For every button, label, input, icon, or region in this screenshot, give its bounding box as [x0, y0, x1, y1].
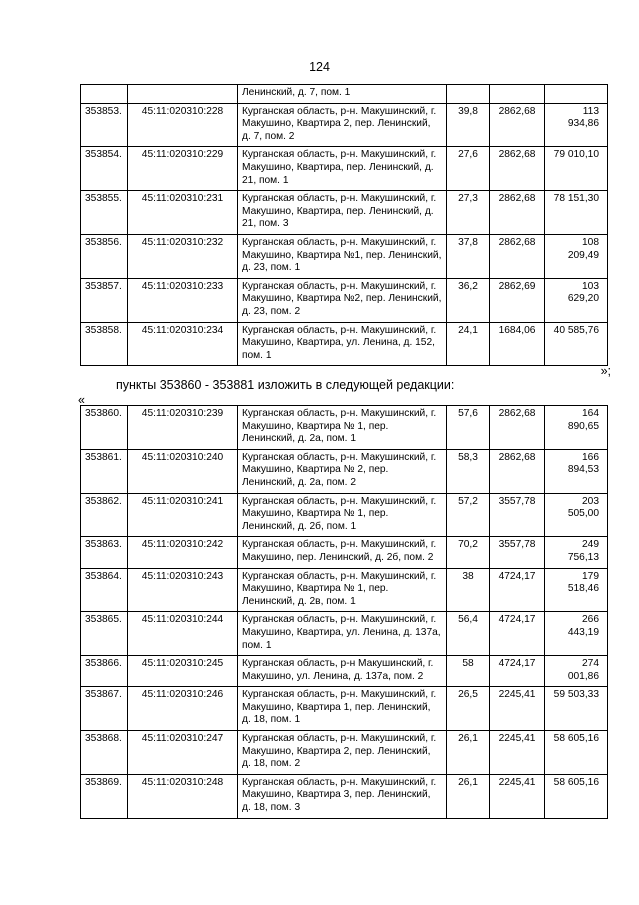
area: 57,2: [447, 493, 490, 537]
cadastral-number: 45:11:020310:231: [128, 191, 238, 235]
price: 2862,68: [490, 234, 545, 278]
area: 38: [447, 568, 490, 612]
address: Курганская область, р-н. Макушинский, г. Макушино, Квартира № 1, пер. Ленинский, д. 2а, пом. 1: [238, 406, 447, 450]
value: 164 890,65: [545, 406, 608, 450]
cadastral-number: 45:11:020310:242: [128, 537, 238, 568]
property-table-amended: [80, 405, 608, 819]
row-number: 353866.: [81, 656, 128, 687]
address: Курганская область, р-н. Макушинский, г. Макушино, Квартира № 1, пер. Ленинский, д. 2в, пом. 1: [238, 568, 447, 612]
address: Курганская область, р-н. Макушинский, г. Макушино, Квартира № 2, пер. Ленинский, д. 2а, пом. 2: [238, 449, 447, 493]
cadastral-number: 45:11:020310:248: [128, 774, 238, 818]
opening-quote-mark: «: [78, 393, 85, 407]
cadastral-number: 45:11:020310:240: [128, 449, 238, 493]
value: 58 605,16: [545, 774, 608, 818]
price: 2245,41: [490, 731, 545, 775]
row-number: 353865.: [81, 612, 128, 656]
price: 2862,68: [490, 191, 545, 235]
cadastral-number: 45:11:020310:229: [128, 147, 238, 191]
area: 57,6: [447, 406, 490, 450]
cadastral-number: [128, 85, 238, 104]
cadastral-number: 45:11:020310:233: [128, 278, 238, 322]
address: Курганская область, р-н. Макушинский, г. Макушино, Квартира № 1, пер. Ленинский, д. 2б, пом. 1: [238, 493, 447, 537]
value: 40 585,76: [545, 322, 608, 366]
area: 26,5: [447, 687, 490, 731]
cadastral-number: 45:11:020310:234: [128, 322, 238, 366]
price: 3557,78: [490, 537, 545, 568]
price: 2862,68: [490, 147, 545, 191]
table-row: [81, 568, 608, 612]
table-row: [81, 656, 608, 687]
closing-quote-mark: »;: [600, 364, 611, 378]
value: 249 756,13: [545, 537, 608, 568]
price: 3557,78: [490, 493, 545, 537]
row-number: [81, 85, 128, 104]
address: Курганская область, р-н. Макушинский, г. Макушино, Квартира №2, пер. Ленинский, д. 23, пом. 2: [238, 278, 447, 322]
address: Курганская область, р-н. Макушинский, г. Макушино, Квартира, пер. Ленинский, д. 21, пом. 3: [238, 191, 447, 235]
table-row: [81, 85, 608, 104]
price: 2862,69: [490, 278, 545, 322]
address: Курганская область, р-н Макушинский, г. Макушино, ул. Ленина, д. 137а, пом. 2: [238, 656, 447, 687]
row-number: 353863.: [81, 537, 128, 568]
price: [490, 85, 545, 104]
area: 27,6: [447, 147, 490, 191]
property-table-continued: [80, 84, 608, 366]
row-number: 353854.: [81, 147, 128, 191]
value: 203 505,00: [545, 493, 608, 537]
table-row: [81, 449, 608, 493]
row-number: 353864.: [81, 568, 128, 612]
page-number: 124: [309, 60, 330, 74]
area: 37,8: [447, 234, 490, 278]
value: 113 934,86: [545, 103, 608, 147]
row-number: 353858.: [81, 322, 128, 366]
price: 2862,68: [490, 103, 545, 147]
value: 108 209,49: [545, 234, 608, 278]
address: Курганская область, р-н. Макушинский, г. Макушино, Квартира 2, пер. Ленинский, д. 7, пом. 2: [238, 103, 447, 147]
cadastral-number: 45:11:020310:243: [128, 568, 238, 612]
value: 78 151,30: [545, 191, 608, 235]
table-row: [81, 731, 608, 775]
row-number: 353869.: [81, 774, 128, 818]
price: 2245,41: [490, 687, 545, 731]
value: 166 894,53: [545, 449, 608, 493]
price: 2862,68: [490, 449, 545, 493]
table-row: [81, 234, 608, 278]
price: 2245,41: [490, 774, 545, 818]
price: 2862,68: [490, 406, 545, 450]
area: [447, 85, 490, 104]
address: Курганская область, р-н. Макушинский, г. Макушино, Квартира №1, пер. Ленинский, д. 23, пом. 1: [238, 234, 447, 278]
table-row: [81, 191, 608, 235]
price: 4724,17: [490, 568, 545, 612]
area: 58,3: [447, 449, 490, 493]
table-row: [81, 278, 608, 322]
address: Курганская область, р-н. Макушинский, г. Макушино, Квартира, ул. Ленина, д. 137а, пом. 1: [238, 612, 447, 656]
row-number: 353855.: [81, 191, 128, 235]
amendment-instruction: пункты 353860 - 353881 изложить в следующей редакции:: [116, 378, 455, 392]
table-row: [81, 493, 608, 537]
table-row: [81, 147, 608, 191]
area: 24,1: [447, 322, 490, 366]
value: 179 518,46: [545, 568, 608, 612]
area: 26,1: [447, 774, 490, 818]
price: 4724,17: [490, 656, 545, 687]
row-number: 353868.: [81, 731, 128, 775]
row-number: 353853.: [81, 103, 128, 147]
area: 70,2: [447, 537, 490, 568]
address: Ленинский, д. 7, пом. 1: [238, 85, 447, 104]
table-row: [81, 612, 608, 656]
table-row: [81, 537, 608, 568]
area: 36,2: [447, 278, 490, 322]
row-number: 353857.: [81, 278, 128, 322]
cadastral-number: 45:11:020310:241: [128, 493, 238, 537]
value: 103 629,20: [545, 278, 608, 322]
area: 39,8: [447, 103, 490, 147]
price: 4724,17: [490, 612, 545, 656]
area: 56,4: [447, 612, 490, 656]
cadastral-number: 45:11:020310:246: [128, 687, 238, 731]
cadastral-number: 45:11:020310:239: [128, 406, 238, 450]
row-number: 353867.: [81, 687, 128, 731]
table-row: [81, 687, 608, 731]
cadastral-number: 45:11:020310:244: [128, 612, 238, 656]
table-row: [81, 406, 608, 450]
area: 26,1: [447, 731, 490, 775]
table-row: [81, 322, 608, 366]
table-row: [81, 774, 608, 818]
value: [545, 85, 608, 104]
area: 58: [447, 656, 490, 687]
address: Курганская область, р-н. Макушинский, г. Макушино, Квартира 1, пер. Ленинский, д. 18, пом. 1: [238, 687, 447, 731]
value: 266 443,19: [545, 612, 608, 656]
row-number: 353856.: [81, 234, 128, 278]
cadastral-number: 45:11:020310:228: [128, 103, 238, 147]
price: 1684,06: [490, 322, 545, 366]
value: 79 010,10: [545, 147, 608, 191]
cadastral-number: 45:11:020310:247: [128, 731, 238, 775]
address: Курганская область, р-н. Макушинский, г. Макушино, пер. Ленинский, д. 2б, пом. 2: [238, 537, 447, 568]
table-row: [81, 103, 608, 147]
row-number: 353861.: [81, 449, 128, 493]
address: Курганская область, р-н. Макушинский, г. Макушино, Квартира 3, пер. Ленинский, д. 18, пом. 3: [238, 774, 447, 818]
value: 59 503,33: [545, 687, 608, 731]
address: Курганская область, р-н. Макушинский, г. Макушино, Квартира 2, пер. Ленинский, д. 18, пом. 2: [238, 731, 447, 775]
value: 58 605,16: [545, 731, 608, 775]
area: 27,3: [447, 191, 490, 235]
address: Курганская область, р-н. Макушинский, г. Макушино, Квартира, пер. Ленинский, д. 21, пом. 1: [238, 147, 447, 191]
cadastral-number: 45:11:020310:232: [128, 234, 238, 278]
row-number: 353860.: [81, 406, 128, 450]
address: Курганская область, р-н. Макушинский, г. Макушино, Квартира, ул. Ленина, д. 152, пом. 1: [238, 322, 447, 366]
row-number: 353862.: [81, 493, 128, 537]
cadastral-number: 45:11:020310:245: [128, 656, 238, 687]
value: 274 001,86: [545, 656, 608, 687]
